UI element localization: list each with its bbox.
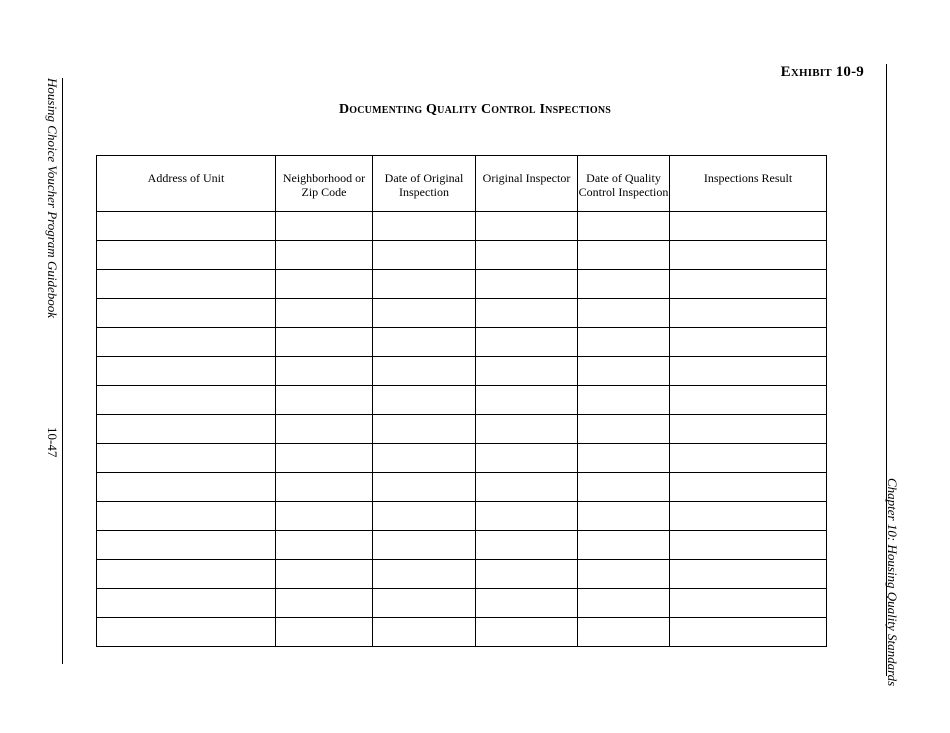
table-cell bbox=[373, 589, 476, 618]
table-cell bbox=[476, 502, 578, 531]
column-header-address: Address of Unit bbox=[97, 156, 276, 212]
table-cell bbox=[276, 270, 373, 299]
table-cell bbox=[373, 444, 476, 473]
table-cell bbox=[670, 560, 827, 589]
table-row bbox=[97, 386, 827, 415]
table-cell bbox=[476, 415, 578, 444]
table-cell bbox=[476, 241, 578, 270]
table-cell bbox=[276, 357, 373, 386]
table-cell bbox=[670, 502, 827, 531]
table-cell bbox=[276, 618, 373, 647]
table-cell bbox=[670, 415, 827, 444]
table-cell bbox=[373, 531, 476, 560]
chapter-title: Chapter 10: Housing Quality Standards bbox=[885, 478, 900, 687]
inspections-table bbox=[96, 155, 827, 647]
table-cell bbox=[97, 560, 276, 589]
table-cell bbox=[276, 299, 373, 328]
table-cell bbox=[97, 502, 276, 531]
table-cell bbox=[476, 357, 578, 386]
table-cell bbox=[670, 241, 827, 270]
table-cell bbox=[276, 473, 373, 502]
table-cell bbox=[276, 212, 373, 241]
table-row bbox=[97, 502, 827, 531]
table-cell bbox=[97, 386, 276, 415]
table-cell bbox=[578, 328, 670, 357]
table-cell bbox=[97, 241, 276, 270]
table-cell bbox=[670, 589, 827, 618]
page-number: 10-47 bbox=[45, 427, 60, 458]
column-header-original-date: Date of Original Inspection bbox=[373, 156, 476, 212]
table-cell bbox=[578, 589, 670, 618]
table-cell bbox=[97, 328, 276, 357]
table-row bbox=[97, 444, 827, 473]
table-cell bbox=[476, 299, 578, 328]
exhibit-label: Exhibit 10-9 bbox=[780, 64, 864, 80]
table-row bbox=[97, 618, 827, 647]
table-cell bbox=[373, 241, 476, 270]
table-body bbox=[97, 212, 827, 647]
table-cell bbox=[373, 502, 476, 531]
table-cell bbox=[670, 386, 827, 415]
document-title: Documenting Quality Control Inspections bbox=[338, 102, 612, 117]
table-cell bbox=[476, 444, 578, 473]
table-cell bbox=[373, 299, 476, 328]
table-cell bbox=[578, 270, 670, 299]
table-row bbox=[97, 357, 827, 386]
table-cell bbox=[670, 270, 827, 299]
table-cell bbox=[670, 618, 827, 647]
table-cell bbox=[373, 618, 476, 647]
table-cell bbox=[578, 386, 670, 415]
table-cell bbox=[476, 531, 578, 560]
table-cell bbox=[578, 357, 670, 386]
table-cell bbox=[578, 473, 670, 502]
left-margin-rule bbox=[62, 78, 63, 664]
table-cell bbox=[373, 270, 476, 299]
column-header-result: Inspections Result bbox=[670, 156, 827, 212]
table-row bbox=[97, 241, 827, 270]
table-row bbox=[97, 531, 827, 560]
table-cell bbox=[476, 270, 578, 299]
guidebook-title: Housing Choice Voucher Program Guidebook bbox=[45, 78, 60, 318]
table-cell bbox=[97, 444, 276, 473]
table-cell bbox=[670, 212, 827, 241]
table-row bbox=[97, 328, 827, 357]
table-cell bbox=[476, 473, 578, 502]
table-cell bbox=[670, 299, 827, 328]
table-cell bbox=[476, 212, 578, 241]
table-cell bbox=[578, 241, 670, 270]
table-cell bbox=[97, 299, 276, 328]
table-cell bbox=[476, 386, 578, 415]
table-cell bbox=[373, 386, 476, 415]
table-row bbox=[97, 270, 827, 299]
table-cell bbox=[97, 473, 276, 502]
table-cell bbox=[578, 618, 670, 647]
table-cell bbox=[670, 444, 827, 473]
table-cell bbox=[476, 618, 578, 647]
table-cell bbox=[276, 531, 373, 560]
table-cell bbox=[373, 357, 476, 386]
table-cell bbox=[276, 386, 373, 415]
column-header-original-inspector: Original Inspector bbox=[476, 156, 578, 212]
table-cell bbox=[578, 560, 670, 589]
table-cell bbox=[578, 299, 670, 328]
table-cell bbox=[476, 560, 578, 589]
column-header-qc-date: Date of Quality Control Inspection bbox=[578, 156, 670, 212]
table-header-row bbox=[97, 156, 827, 212]
table-cell bbox=[373, 415, 476, 444]
table-cell bbox=[276, 589, 373, 618]
table-cell bbox=[97, 415, 276, 444]
table-cell bbox=[276, 444, 373, 473]
table-cell bbox=[97, 357, 276, 386]
table-cell bbox=[476, 328, 578, 357]
table-cell bbox=[670, 531, 827, 560]
table-row bbox=[97, 415, 827, 444]
table-cell bbox=[97, 212, 276, 241]
table-cell bbox=[97, 270, 276, 299]
table-cell bbox=[578, 531, 670, 560]
table-cell bbox=[373, 560, 476, 589]
table-row bbox=[97, 589, 827, 618]
table-cell bbox=[373, 212, 476, 241]
table-row bbox=[97, 299, 827, 328]
table-cell bbox=[276, 241, 373, 270]
table-cell bbox=[578, 212, 670, 241]
table-cell bbox=[97, 618, 276, 647]
table-cell bbox=[578, 415, 670, 444]
table-cell bbox=[578, 502, 670, 531]
table-cell bbox=[373, 328, 476, 357]
table-cell bbox=[578, 444, 670, 473]
table-cell bbox=[276, 502, 373, 531]
table-cell bbox=[276, 328, 373, 357]
table-cell bbox=[476, 589, 578, 618]
table-cell bbox=[276, 415, 373, 444]
table-cell bbox=[97, 531, 276, 560]
table-cell bbox=[670, 357, 827, 386]
table-cell bbox=[670, 328, 827, 357]
table-row bbox=[97, 473, 827, 502]
table-cell bbox=[670, 473, 827, 502]
column-header-neighborhood: Neighborhood or Zip Code bbox=[276, 156, 373, 212]
table-cell bbox=[373, 473, 476, 502]
table-row bbox=[97, 212, 827, 241]
table-cell bbox=[97, 589, 276, 618]
table-cell bbox=[276, 560, 373, 589]
table-row bbox=[97, 560, 827, 589]
